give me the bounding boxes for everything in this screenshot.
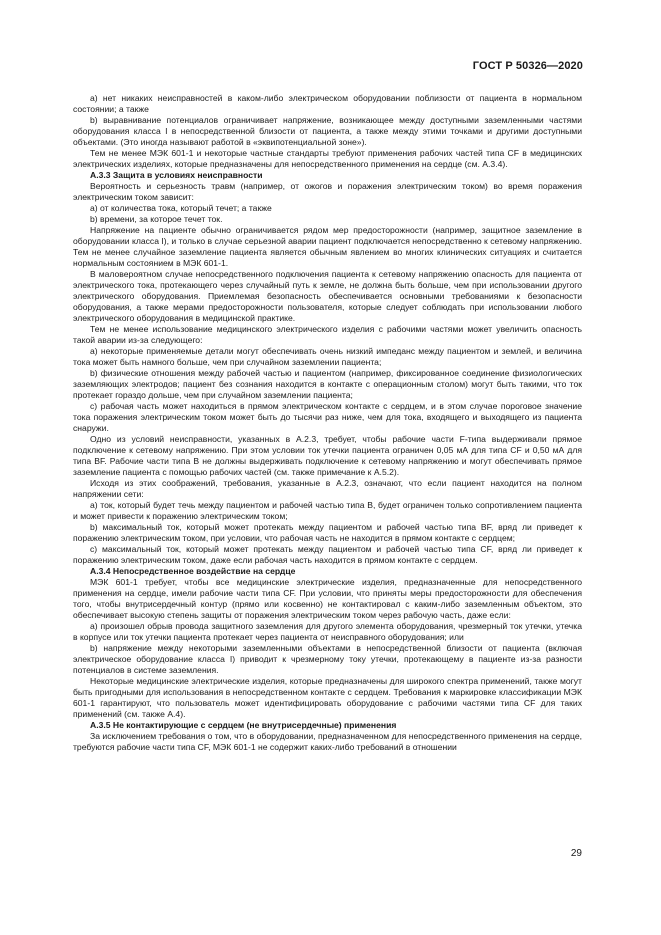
paragraph: b) физические отношения между рабочей частью и пациентом (например, фиксированное соединение физиологических заземляющих электродов; пациент без сознания находится в контакте с операционным столом) могут быть такими, что ток протекает гораздо дольше, чем при случайном заземлении пациента; [73,368,582,400]
paragraph: Тем не менее использование медицинского электрического изделия с рабочими частями может увеличить опасность такой аварии из-за следующего: [73,324,582,345]
paragraph: Одно из условий неисправности, указанных в А.2.3, требует, чтобы рабочие части F-типа выдерживали прямое подключение к сетевому напряжению. При этом условии ток утечки пациента ограничен 0,05 мА для типа CF и 0,50 мА для типа BF. Рабочие части типа B не должны выдерживать подключение к сетевому напряжению и могут обеспечивать прямое заземление пациента с помощью рабочих частей (см. также примечание к А.5.2). [73,434,582,477]
paragraph: a) нет никаких неисправностей в каком-либо электрическом оборудовании поблизости от пациента в нормальном состоянии; а также [73,93,582,114]
page-number: 29 [570,848,582,859]
paragraph: a) от количества тока, который течет; а также [90,203,272,213]
section-heading: A.3.4 Непосредственное воздействие на сердце [90,566,296,576]
paragraph: В маловероятном случае непосредственного подключения пациента к сетевому напряжению опасность для пациента от электрического тока, протекающего через случайный путь к земле, не должна быть больше, чем при использовании другого электрического оборудования. Приемлемая безопасность обеспечивается основными требованиями к безопасности оборудования, а также мерами предосторожности пользователя, которые следует соблюдать при использовании любого электрического оборудования в медицинской практике. [73,269,582,323]
paragraph: a) некоторые применяемые детали могут обеспечивать очень низкий импеданс между пациентом и землей, и величина тока может быть намного больше, чем при случайном заземлении пациента; [73,346,582,367]
paragraph: Исходя из этих соображений, требования, указанные в А.2.3, означают, что если пациент находится на полном напряжении сети: [73,478,582,499]
standard-number: ГОСТ Р 50326—2020 [472,60,583,72]
paragraph: Тем не менее МЭК 601-1 и некоторые частные стандарты требуют применения рабочих частей типа CF в медицинских электрических изделиях, которые предназначены для непосредственного применения на сердце (см. А.3.4). [73,148,582,169]
paragraph: a) ток, который будет течь между пациентом и рабочей частью типа B, будет ограничен только сопротивлением пациента и может привести к поражению электрическим током; [73,500,582,521]
section-heading: A.3.3 Защита в условиях неисправности [90,170,263,180]
section-heading: A.3.5 Не контактирующие с сердцем (не внутрисердечные) применения [90,720,397,730]
paragraph: Некоторые медицинские электрические изделия, которые предназначены для широкого спектра применений, также могут быть пригодными для использования в непосредственном контакте с сердцем. Требования к маркировке классификации МЭК 601-1 гарантируют, что пользователь может идентифицировать оборудование с рабочими частями типа CF для таких применений (см. также А.4). [73,676,582,719]
paragraph: Напряжение на пациенте обычно ограничивается рядом мер предосторожности (например, защитное заземление в оборудовании класса I), и только в случае серьезной аварии пациент подключается непосредственно к сетевому напряжению. Тем не менее случайное заземление пациента является обычным явлением во многих клинических ситуациях и считается нормальным состоянием в МЭК 601-1. [73,225,582,268]
paragraph: b) выравнивание потенциалов ограничивает напряжение, возникающее между доступными заземленными частями оборудования класса I в непосредственной близости от пациента, а также между этими точками и другими доступными объектами. (Это иногда называют работой в «эквипотенциальной зоне»). [73,115,582,147]
paragraph: МЭК 601-1 требует, чтобы все медицинские электрические изделия, предназначенные для непосредственного применения на сердце, имели рабочие части типа CF. При условии, что приняты меры предосторожности для обеспечения того, чтобы внутрисердечный контур (прямо или косвенно) не контактировал с каким-либо заземленным объектом, это обеспечивает высокую степень защиты от поражения электрическим током через рабочую часть, даже если: [73,577,582,620]
paragraph: b) времени, за которое течет ток. [90,214,223,224]
document-body [73,93,582,753]
paragraph: c) рабочая часть может находиться в прямом электрическом контакте с сердцем, и в этом случае пороговое значение тока поражения электрическим током может быть до тысячи раз ниже, чем для тока, входящего и выходящего из пациента снаружи. [73,401,582,433]
paragraph: b) максимальный ток, который может протекать между пациентом и рабочей частью типа BF, вряд ли приведет к поражению электрическим током, при условии, что рабочая часть не находится в прямом контакте с сердцем; [73,522,582,543]
paragraph: c) максимальный ток, который может протекать между пациентом и рабочей частью типа CF, вряд ли приведет к поражению электрическим током, даже если рабочая часть находится в прямом контакте с сердцем. [73,544,582,565]
paragraph: a) произошел обрыв провода защитного заземления для другого элемента оборудования, чрезмерный ток утечки, утечка в корпусе или ток утечки пациента протекает через пациента от неисправного оборудования; или [73,621,582,642]
paragraph: Вероятность и серьезность травм (например, от ожогов и поражения электрическим током) во время поражения электрическим током зависит: [73,181,582,202]
paragraph: b) напряжение между некоторыми заземленными объектами в непосредственной близости от пациента (включая электрическое оборудование класса I) приводит к чрезмерному току утечки, протекающему в пациенте из-за разности потенциалов в системе заземления. [73,643,582,675]
paragraph: За исключением требования о том, что в оборудовании, предназначенном для непосредственного применения на сердце, требуются рабочие части типа CF, МЭК 601-1 не содержит каких-либо требований в отношении [73,731,582,752]
